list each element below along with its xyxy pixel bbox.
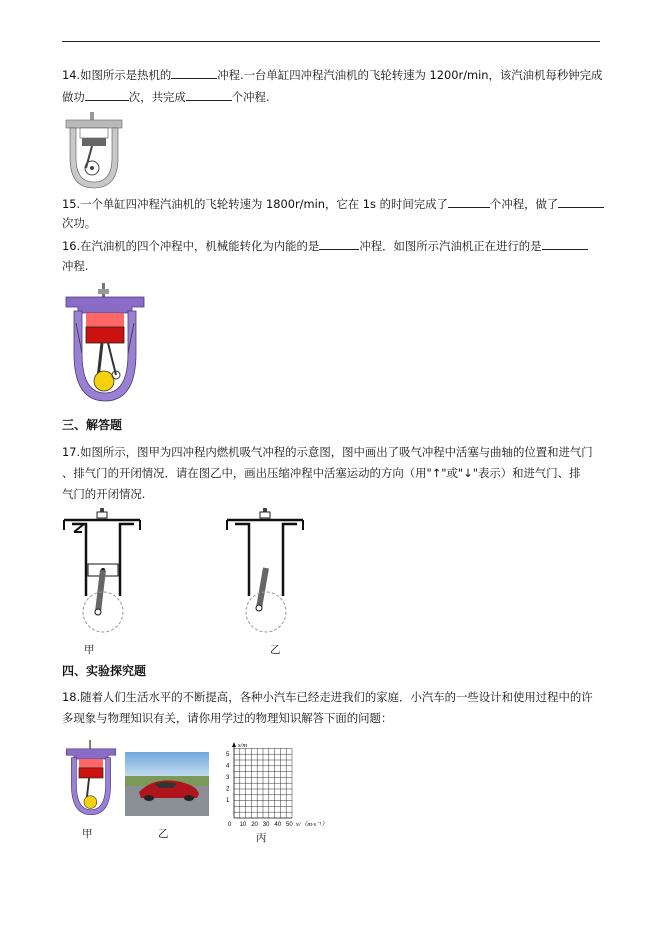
q14-line1 (62, 67, 602, 82)
x-tick-label: 40 (274, 822, 282, 828)
q17-line2: 、排气门的开闭情况．请在图乙中，画出压缩冲程中活塞运动的方向（用"↑"或"↓"表示）和进气门、排 (62, 466, 581, 480)
x-tick-label: 0 (228, 822, 232, 828)
q16-text-b: 冲程．如图所示汽油机正在进行的是 (359, 239, 542, 253)
q15-blank-1[interactable] (448, 196, 490, 208)
q14-text-b: 冲程.一台单缸四冲程汽油机的飞轮转速为 1200r/min，该汽油机每秒钟完成 (217, 68, 603, 82)
graph-y-label: s/m (238, 742, 248, 749)
q15-text-c: 次功。 (62, 216, 97, 230)
q14-text-e: 个冲程. (231, 90, 270, 104)
fig18-caption-yi: 乙 (158, 828, 169, 840)
q16-text-a: 16.在汽油机的四个冲程中，机械能转化为内能的是 (62, 239, 320, 253)
engine-figure-q14 (62, 112, 126, 192)
q15-blank-2[interactable] (558, 196, 604, 208)
car-photo (125, 752, 209, 816)
y-tick-label: 2 (226, 786, 230, 793)
q14-line2 (62, 89, 270, 104)
fig18-caption-jia: 甲 (82, 828, 93, 840)
graph-y-arrow (232, 742, 236, 747)
y-tick-label: 4 (226, 763, 230, 770)
engine-diagram-yi (225, 508, 315, 636)
q15-line1 (62, 196, 604, 211)
q18-line2: 多现象与物理知识有关，请你用学过的物理知识解答下面的问题： (62, 711, 393, 725)
q14-text-d: 次，共完成 (128, 90, 186, 104)
engine-figure-q18 (62, 740, 120, 816)
graph-x-label: v/（m·s⁻¹） (296, 821, 328, 828)
q17-line1: 17.如图所示，图甲为四冲程内燃机吸气冲程的示意图，图中画出了吸气冲程中活塞与曲轴的位置和进气门 (62, 445, 593, 459)
q16-text-c: 冲程. (62, 259, 89, 273)
y-tick-label: 5 (226, 752, 230, 758)
q16-line1 (62, 238, 588, 253)
grid-graph (220, 738, 350, 830)
fig17-caption-yi: 乙 (270, 644, 281, 656)
section-heading-3: 三、解答题 (62, 418, 123, 432)
q16-blank-2[interactable] (542, 238, 588, 250)
q15-line2 (62, 216, 96, 230)
x-tick-label: 50 (286, 822, 293, 828)
q14-blank-3[interactable] (186, 89, 232, 101)
fig18-caption-bing: 丙 (256, 832, 267, 844)
q14-blank-1[interactable] (171, 67, 217, 79)
engine-diagram-jia (62, 508, 152, 636)
x-tick-label: 20 (251, 822, 258, 828)
q14-text-a: 14.如图所示是热机的 (62, 68, 172, 82)
graph-gridlines (234, 748, 292, 818)
q15-text-a: 15.一个单缸四冲程汽油机的飞轮转速为 1800r/min，它在 1s 的时间完成了 (62, 197, 448, 211)
header-rule (62, 41, 600, 42)
fig17-caption-jia: 甲 (84, 644, 95, 656)
q15-text-b: 个冲程，做了 (489, 197, 559, 211)
q17-line3: 气门的开闭情况. (62, 487, 146, 501)
x-tick-label: 30 (262, 822, 270, 828)
q18-line1: 18.随着人们生活水平的不断提高，各种小汽车已经走进我们的家庭．小汽车的一些设计和使用过程中的许 (62, 690, 593, 704)
y-tick-label: 1 (226, 798, 230, 804)
q16-blank-1[interactable] (319, 238, 359, 250)
section-heading-4: 四、实验探究题 (62, 664, 147, 678)
q16-line2 (62, 259, 88, 273)
q14-text-c: 做功 (62, 90, 85, 104)
y-tick-label: 3 (226, 775, 230, 781)
engine-figure-q16 (62, 283, 148, 403)
x-tick-label: 10 (239, 822, 247, 828)
q14-blank-2[interactable] (85, 89, 129, 101)
